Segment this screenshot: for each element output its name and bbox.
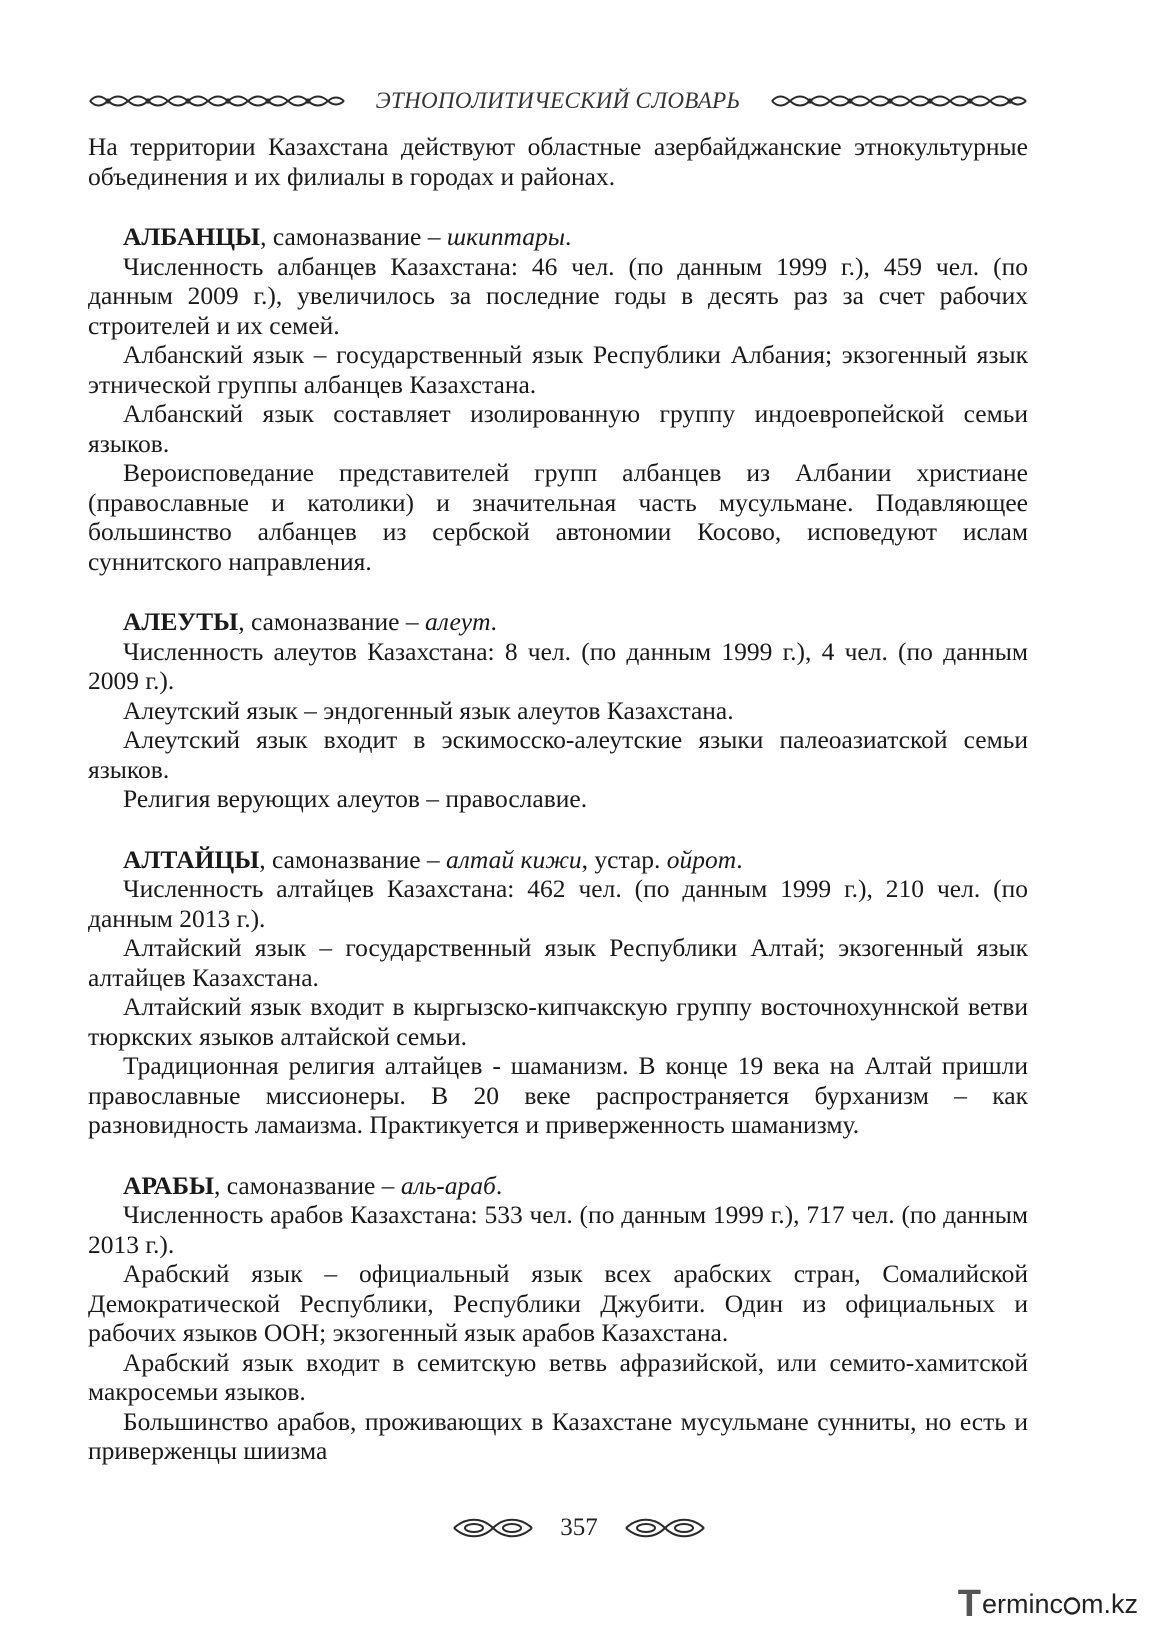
entry-paragraph: Алеутский язык – эндогенный язык алеутов Казахстана.: [123, 695, 734, 725]
entry-paragraph: Численность албанцев Казахстана: 46 чел. (по данным 1999 г.), 459 чел. (по данным 2009 г.), увеличилось за последние годы в десять раз за счет рабочих строителей и их семей.: [88, 251, 1028, 340]
flourish-left-icon: [452, 1515, 534, 1541]
entry-term: АЛТАЙЦЫ: [123, 844, 260, 874]
watermark-text: erminc: [981, 1588, 1063, 1619]
entry-selfname-archaic: ойрот: [666, 844, 737, 874]
entry-paragraph: Численность арабов Казахстана: 533 чел. (по данным 1999 г.), 717 чел. (по данным 2013 г.).: [88, 1200, 1028, 1259]
page-footer: [0, 1510, 1158, 1546]
watermark-initial: T: [957, 1582, 981, 1625]
watermark-domain: m.kz: [1081, 1588, 1138, 1619]
page-number: 357: [560, 1514, 598, 1541]
entry-selfname: шкиптары: [446, 222, 566, 251]
running-header-title: ЭТНОПОЛИТИЧЕСКИЙ СЛОВАРЬ: [375, 88, 741, 113]
entry-paragraph: Арабский язык входит в семитскую ветвь афразийской, или семито-хамитской макросемьи языков.: [88, 1347, 1028, 1406]
entry-paragraph: Албанский язык составляет изолированную группу индоевропейской семьи языков.: [88, 399, 1028, 458]
entry-selfname: алеут: [424, 607, 491, 636]
entry-paragraph: Вероисповедание представителей групп албанцев из Албании христиане (православные и католики) и значительная часть мусульмане. Подавляющее большинство албанцев из сербской автономии Косово, исповедуют ислам суннитского направления.: [88, 458, 1028, 576]
entry-term: АЛЕУТЫ: [123, 607, 239, 636]
entry-paragraph: Алеутский язык входит в эскимосско-алеутские языки палеоазиатской семьи языков.: [88, 725, 1028, 784]
entry-paragraph: Большинство арабов, проживающих в Казахстане мусульмане сунниты, но есть и приверженцы шиизма: [88, 1406, 1028, 1465]
page-body: [88, 132, 1028, 1466]
entry-heading-albanians: АЛБАНЦЫ, самоназвание – шкиптары.: [123, 222, 572, 251]
entry-paragraph: Численность алтайцев Казахстана: 462 чел. (по данным 1999 г.), 210 чел. (по данным 2013 г.).: [88, 874, 1028, 933]
entry-term: АЛБАНЦЫ: [123, 222, 261, 251]
entry-paragraph: Алтайский язык входит в кыргызско-кипчакскую группу восточнохуннской ветви тюркских языков алтайской семьи.: [88, 992, 1028, 1051]
entry-heading-arabs: АРАБЫ, самоназвание – аль-араб.: [123, 1170, 503, 1200]
entry-paragraph: Арабский язык – официальный язык всех арабских стран, Сомалийской Демократической Республики, Республики Джубити. Один из официальных и рабочих языков ООН; экзогенный язык арабов Казахстана.: [88, 1259, 1028, 1347]
entry-paragraph: Численность алеутов Казахстана: 8 чел. (по данным 1999 г.), 4 чел. (по данным 2009 г.).: [88, 636, 1028, 695]
running-header: [88, 86, 1028, 116]
entry-selfname: алтай кижи: [446, 844, 582, 874]
entry-selfname: аль-араб: [400, 1170, 496, 1200]
entry-term: АРАБЫ: [123, 1170, 215, 1200]
entry-paragraph: Религия верующих алеутов – православие.: [123, 784, 588, 813]
flourish-right-icon: [624, 1515, 706, 1541]
entry-paragraph: Алтайский язык – государственный язык Республики Алтай; экзогенный язык алтайцев Казахстана.: [88, 933, 1028, 992]
entry-paragraph: Традиционная религия алтайцев - шаманизм. В конце 19 века на Алтай пришли православные миссионеры. В 20 веке распространяется бурханизм – как разновидность ламаизма. Практикуется и приверженность шаманизму.: [88, 1051, 1028, 1139]
ornament-left-icon: [88, 90, 346, 112]
entry-heading-altaians: АЛТАЙЦЫ, самоназвание – алтай кижи, устар. ойрот.: [123, 844, 743, 874]
entry-heading-aleuts: АЛЕУТЫ, самоназвание – алеут.: [123, 607, 497, 636]
watermark-logo: [958, 1584, 1138, 1624]
entry-paragraph: Албанский язык – государственный язык Республики Албания; экзогенный язык этнической группы албанцев Казахстана.: [88, 340, 1028, 399]
intro-paragraph: На территории Казахстана действуют областные азербайджанские этнокультурные объединения и их филиалы в городах и районах.: [88, 132, 1028, 191]
ornament-right-icon: [770, 90, 1028, 112]
watermark-o-icon: [1063, 1593, 1081, 1615]
